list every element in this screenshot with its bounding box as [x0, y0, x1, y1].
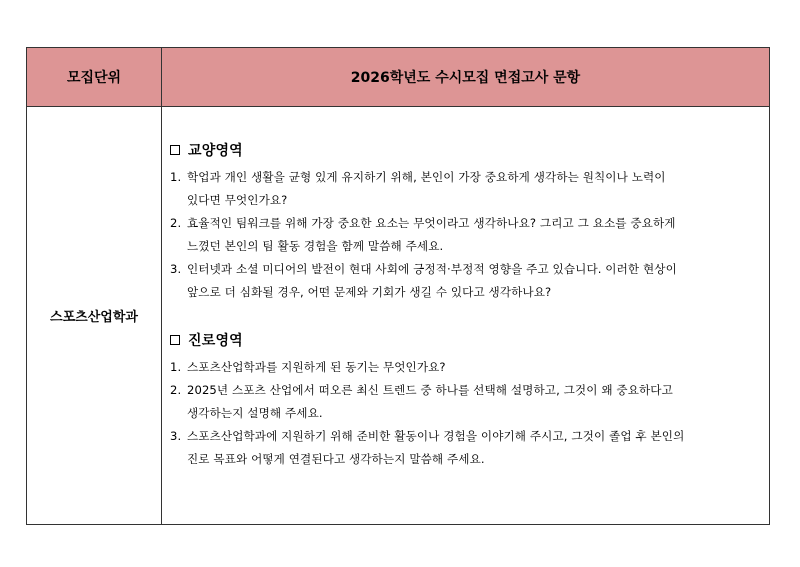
- table-header-row: [27, 48, 770, 107]
- list-item: [170, 425, 755, 471]
- list-item: [170, 258, 755, 304]
- question-number: 1.: [170, 170, 182, 184]
- questions-cell: [162, 107, 770, 525]
- table-row: [27, 107, 770, 525]
- question-number: 2.: [170, 216, 182, 230]
- question-number: 2.: [170, 383, 182, 397]
- list-item: [170, 166, 755, 212]
- question-list: [170, 356, 755, 471]
- checkbox-square-icon: [170, 145, 180, 155]
- question-list: [170, 166, 755, 304]
- section-title-label: 교양영역: [188, 143, 243, 159]
- section-title-label: 진로영역: [188, 333, 243, 349]
- list-item: [170, 356, 755, 379]
- question-text: 효율적인 팀워크를 위해 가장 중요한 요소는 무엇이라고 생각하나요? 그리고 그 요소를 중요하게 느꼈던 본인의 팀 활동 경험을 함께 말씀해 주세요.: [187, 216, 676, 253]
- section-career: [170, 330, 755, 471]
- section-title: [170, 330, 755, 350]
- question-number: 3.: [170, 429, 182, 443]
- question-text: 학업과 개인 생활을 균형 있게 유지하기 위해, 본인이 가장 중요하게 생각하는 원칙이나 노력이 있다면 무엇인가요?: [187, 170, 666, 207]
- list-item: [170, 212, 755, 258]
- unit-name: 스포츠산업학과: [27, 107, 162, 525]
- question-text: 2025년 스포츠 산업에서 떠오른 최신 트렌드 중 하나를 선택해 설명하고, 그것이 왜 중요하다고 생각하는지 설명해 주세요.: [187, 383, 673, 420]
- section-title: [170, 140, 755, 160]
- section-general: [170, 140, 755, 304]
- list-item: [170, 379, 755, 425]
- title-column-header: 2026학년도 수시모집 면접고사 문항: [162, 48, 770, 107]
- question-number: 1.: [170, 360, 182, 374]
- question-text: 스포츠산업학과를 지원하게 된 동기는 무엇인가요?: [187, 360, 446, 374]
- question-text: 인터넷과 소셜 미디어의 발전이 현대 사회에 긍정적·부정적 영향을 주고 있습니다. 이러한 현상이 앞으로 더 심화될 경우, 어떤 문제와 기회가 생길 수 있다고 생각하나요?: [187, 262, 677, 299]
- question-text: 스포츠산업학과에 지원하기 위해 준비한 활동이나 경험을 이야기해 주시고, 그것이 졸업 후 본인의 진로 목표와 어떻게 연결된다고 생각하는지 말씀해 주세요.: [187, 429, 685, 466]
- interview-questions-table: [26, 47, 770, 525]
- checkbox-square-icon: [170, 335, 180, 345]
- unit-column-header: 모집단위: [27, 48, 162, 107]
- question-number: 3.: [170, 262, 182, 276]
